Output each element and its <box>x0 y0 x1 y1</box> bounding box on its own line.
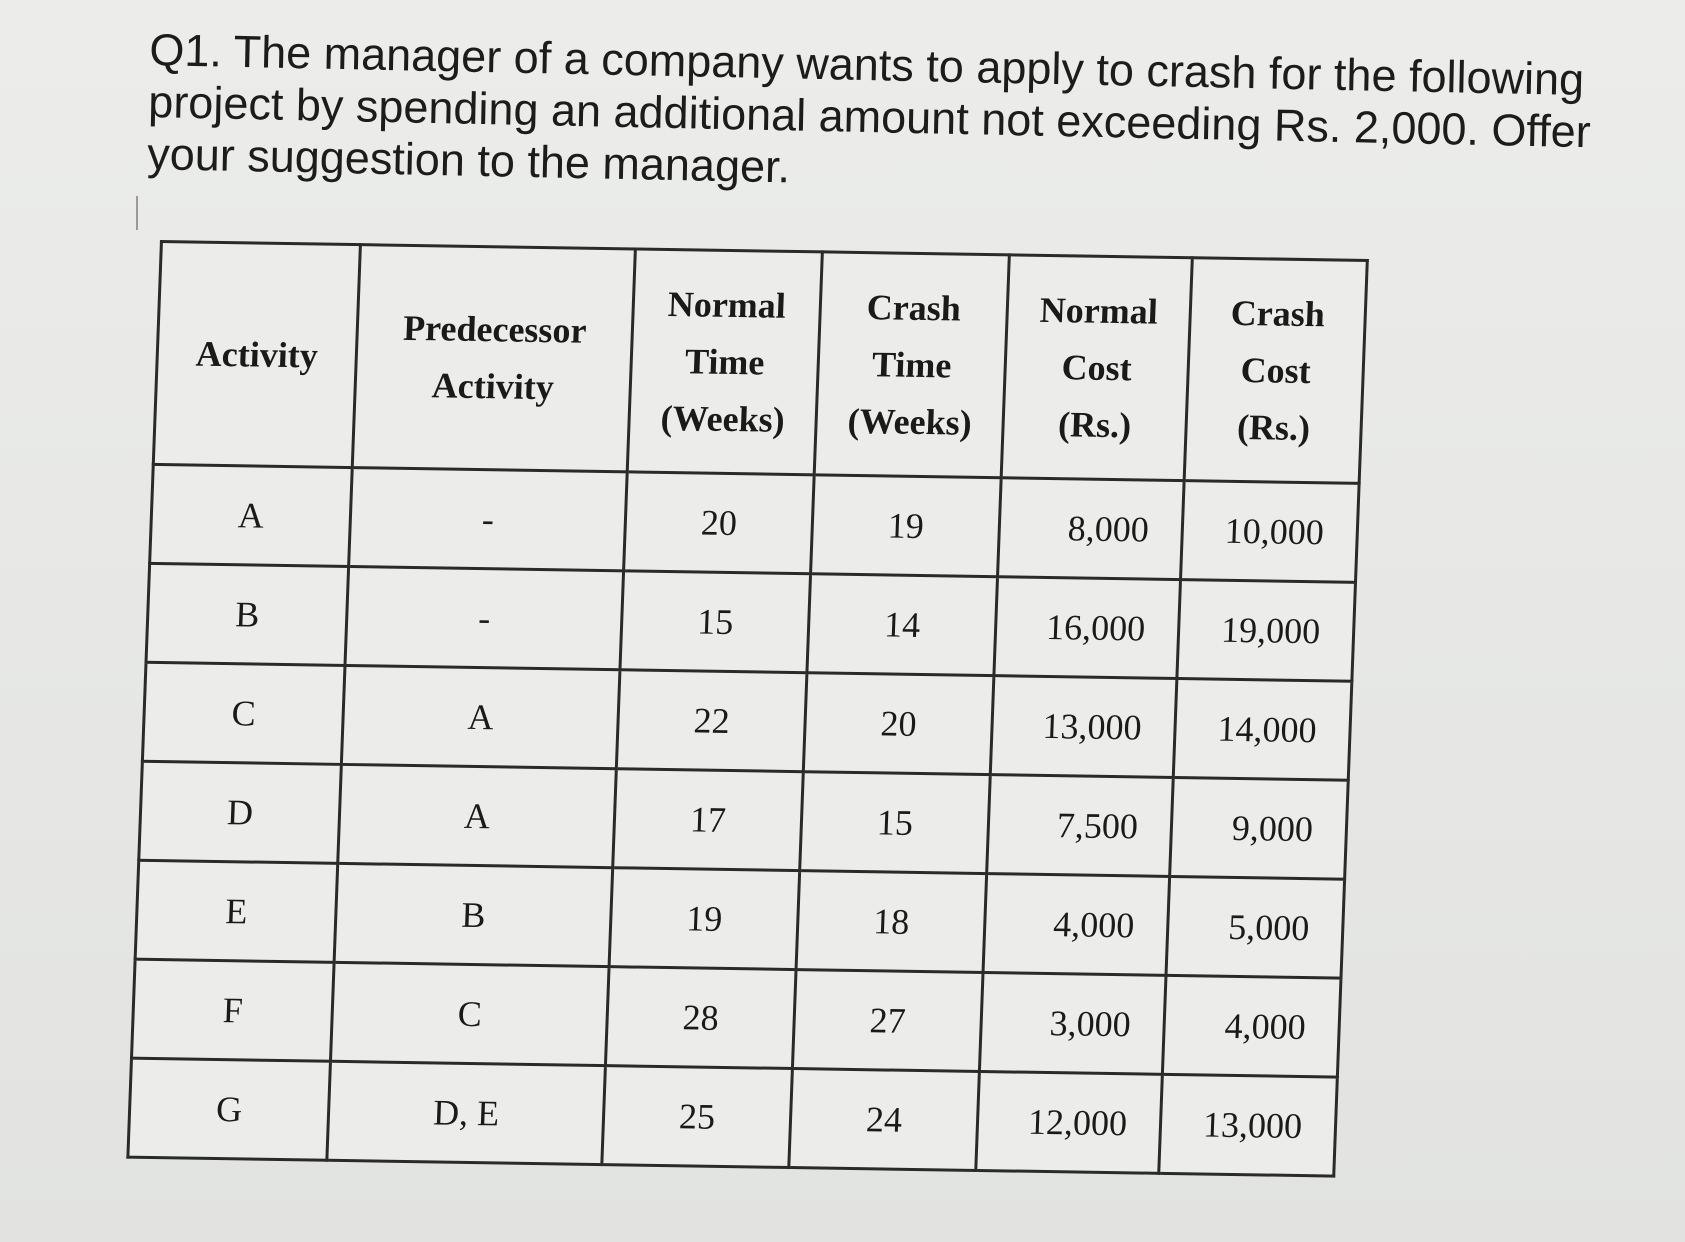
cell-predecessor: A <box>338 764 617 867</box>
cell-crash-time: 15 <box>800 772 991 874</box>
header-crash-cost-line: Crash <box>1230 292 1326 334</box>
text-cursor-icon <box>136 196 138 230</box>
cell-crash-cost: 13,000 <box>1159 1074 1338 1176</box>
cell-normal-time: 20 <box>624 472 815 574</box>
crash-table-container <box>126 240 1369 1178</box>
crash-table <box>126 240 1369 1178</box>
cell-normal-cost: 8,000 <box>998 478 1185 580</box>
cell-activity: A <box>150 464 353 566</box>
header-predecessor <box>352 245 635 472</box>
table-header-row <box>153 242 1367 484</box>
table-row <box>142 662 1351 780</box>
header-crash-time-line: Crash <box>866 286 962 329</box>
header-predecessor-line: Activity <box>431 365 555 408</box>
cell-activity: G <box>128 1058 331 1160</box>
header-activity-line: Activity <box>195 333 319 375</box>
cell-activity: B <box>146 563 349 665</box>
cell-normal-time: 25 <box>602 1066 793 1168</box>
header-normal-time-line: (Weeks) <box>659 397 786 440</box>
cell-normal-time: 17 <box>613 769 804 871</box>
cell-normal-cost: 4,000 <box>983 874 1170 976</box>
cell-crash-time: 14 <box>807 574 998 676</box>
cell-activity: E <box>135 860 338 962</box>
header-activity <box>153 242 360 468</box>
table-row <box>146 563 1355 681</box>
header-normal-time <box>627 249 822 475</box>
cell-crash-cost: 4,000 <box>1162 975 1341 1077</box>
cell-crash-cost: 5,000 <box>1166 876 1345 978</box>
cell-activity: C <box>142 662 345 764</box>
header-crash-time-line: (Weeks) <box>846 400 973 443</box>
cell-predecessor: B <box>334 863 613 966</box>
cell-predecessor: C <box>330 962 609 1065</box>
cell-predecessor: - <box>349 468 628 571</box>
cell-crash-cost: 10,000 <box>1181 481 1360 583</box>
header-normal-cost-line: Cost <box>1061 346 1133 388</box>
header-normal-cost-line: Normal <box>1039 289 1159 332</box>
cell-normal-cost: 3,000 <box>979 973 1166 1075</box>
cell-normal-cost: 12,000 <box>976 1071 1163 1173</box>
cell-crash-time: 19 <box>811 475 1002 577</box>
cell-normal-time: 15 <box>620 571 811 673</box>
cell-crash-cost: 14,000 <box>1173 679 1352 781</box>
header-crash-time <box>814 252 1009 478</box>
cell-crash-cost: 9,000 <box>1170 777 1349 879</box>
table-row <box>150 464 1359 582</box>
cell-activity: F <box>132 959 335 1061</box>
header-crash-cost-line: Cost <box>1240 349 1312 391</box>
cell-activity: D <box>139 761 342 863</box>
cell-crash-cost: 19,000 <box>1177 580 1356 682</box>
header-normal-time-line: Time <box>684 340 766 383</box>
header-crash-cost-line: (Rs.) <box>1236 406 1311 448</box>
table-row <box>135 860 1344 978</box>
cell-normal-cost: 7,500 <box>987 775 1174 877</box>
header-normal-time-line: Normal <box>667 283 787 326</box>
cell-normal-time: 28 <box>605 967 796 1069</box>
cell-predecessor: A <box>341 665 620 768</box>
header-predecessor-line: Predecessor <box>402 307 588 351</box>
table-row <box>139 761 1348 879</box>
cell-normal-cost: 13,000 <box>990 676 1177 778</box>
question-text: Q1. The manager of a company wants to apply to crash for the following project by spending an additional amount not exceeding Rs. 2,000. Offer your suggestion to the manager. <box>146 24 1592 193</box>
header-normal-cost <box>1001 255 1192 481</box>
header-crash-cost <box>1184 258 1367 484</box>
cell-predecessor: D, E <box>327 1061 606 1164</box>
cell-crash-time: 27 <box>792 970 983 1072</box>
table-row <box>128 1058 1337 1176</box>
cell-normal-time: 19 <box>609 868 800 970</box>
cell-predecessor: - <box>345 567 624 670</box>
table-row <box>132 959 1341 1077</box>
cell-normal-cost: 16,000 <box>994 577 1181 679</box>
cell-normal-time: 22 <box>616 670 807 772</box>
cell-crash-time: 18 <box>796 871 987 973</box>
header-normal-cost-line: (Rs.) <box>1057 403 1132 445</box>
header-crash-time-line: Time <box>871 343 953 385</box>
cell-crash-time: 24 <box>789 1069 980 1171</box>
cell-crash-time: 20 <box>803 673 994 775</box>
